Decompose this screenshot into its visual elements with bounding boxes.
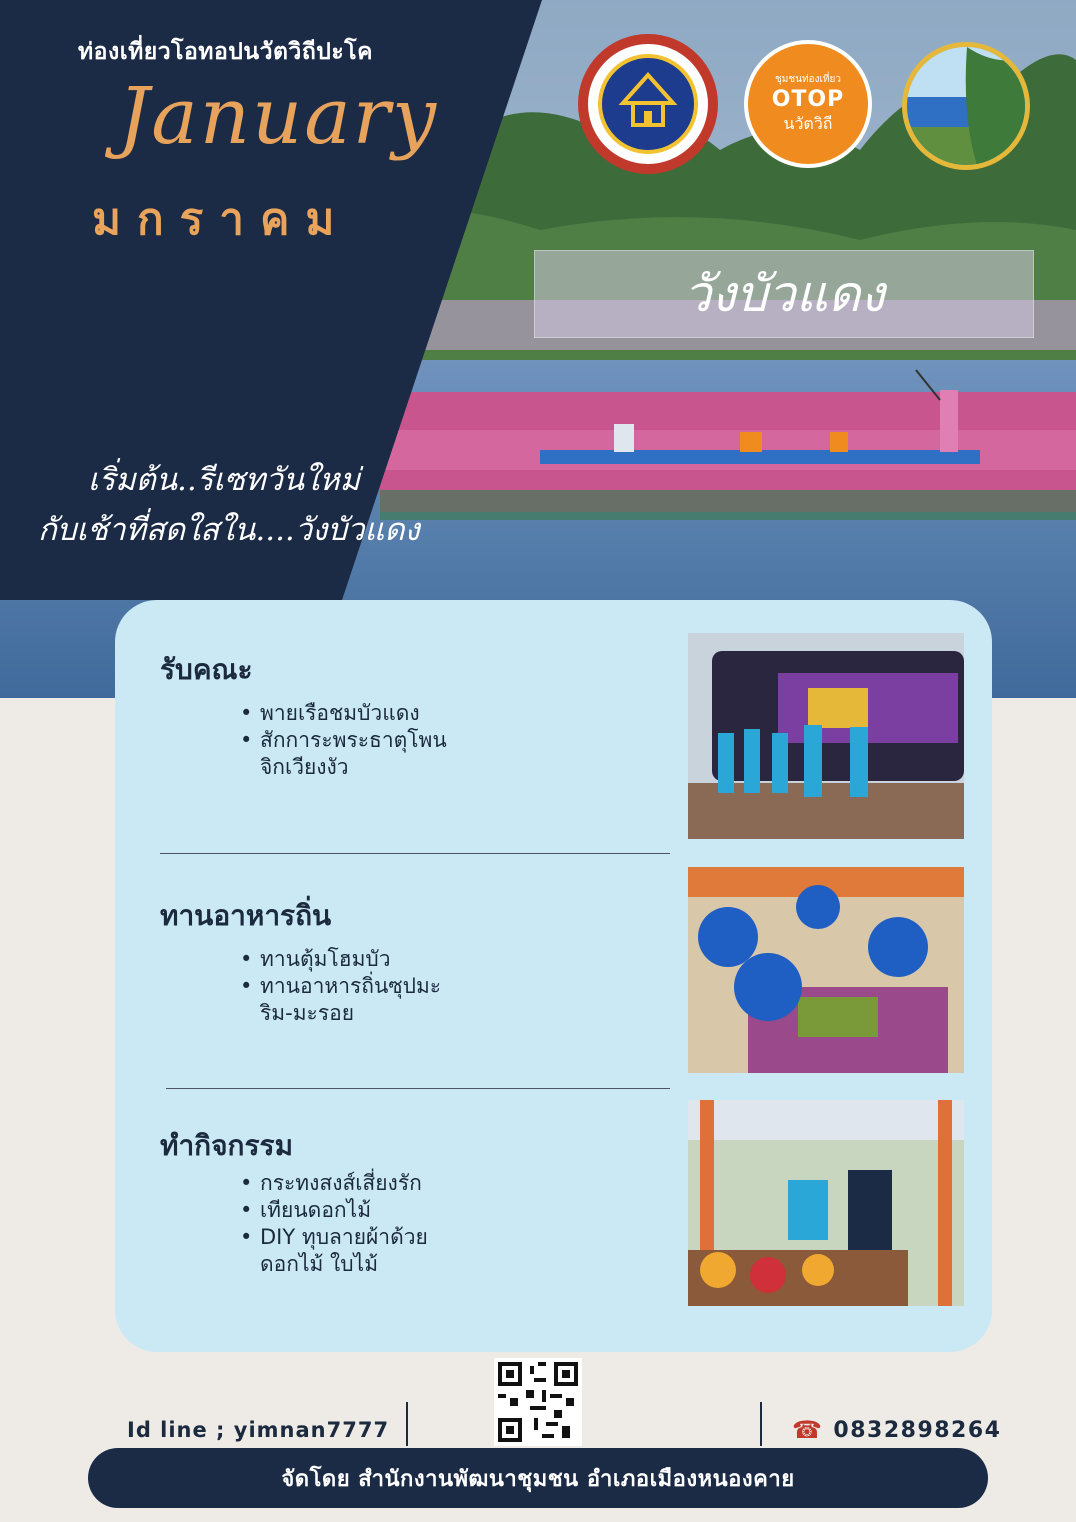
list-item: • พายเรือชมบัวแดง [240,700,447,727]
organizer-text: จัดโดย สำนักงานพัฒนาชุมชน อำเภอเมืองหนองคาย [281,1466,795,1492]
section-title-local-food: ทานอาหารถิ่น [160,899,332,932]
section-title-welcome: รับคณะ [160,653,253,686]
footer-separator [406,1402,408,1446]
slogan-line-2: กับเช้าที่สดใสใน....วังบัวแดง [38,512,420,548]
section-title-activities: ทำกิจกรรม [160,1129,294,1162]
list-item: • เทียนดอกไม้ [240,1197,428,1224]
list-item: • สักการะพระธาตุโพน จิกเวียงงัว [240,727,447,781]
otop-logo-sub-text: นวัตวิถี [783,113,833,133]
organizer-bar [88,1448,988,1508]
place-title-box [534,250,1034,338]
community-development-logo [578,34,718,174]
qr-code-icon [498,1362,578,1442]
landscape-logo [902,42,1030,170]
footer-separator [760,1402,762,1446]
activity-photo [688,1100,964,1306]
section-divider [160,853,670,854]
house-emblem-icon [613,69,683,139]
month-english: January [118,72,439,162]
month-thai: มกราคม [92,194,351,245]
line-id: Id line ; yimnan7777 [127,1418,390,1442]
community-development-emblem-icon [598,54,698,154]
place-title: วังบัวแดง [683,264,885,323]
list-item: • DIY ทุบลายผ้าด้วย ดอกไม้ ใบไม้ [240,1224,428,1278]
section-list-activities [240,1170,428,1278]
list-item: • ทานอาหารถิ่นซุปมะ ริม-มะรอย [240,973,441,1027]
otop-logo-small-text: ชุมชนท่องเที่ยว [775,73,841,85]
list-item: • ทานตุ้มโฮมบัว [240,946,441,973]
phone-number-text: 0832898264 [833,1417,1002,1443]
landscape-emblem-icon [907,47,1025,165]
telephone-icon: ☎ [792,1416,824,1444]
list-item: • กระทงสงส์เสี่ยงรัก [240,1170,428,1197]
section-list-welcome [240,700,447,781]
tour-bus-photo [688,633,964,839]
section-list-local-food [240,946,441,1027]
section-divider [166,1088,670,1089]
phone-number[interactable] [792,1416,1001,1444]
local-food-photo [688,867,964,1073]
hero-banner [0,0,1076,698]
otop-nawatwithi-logo [744,40,872,168]
otop-logo-text: OTOP [771,86,845,112]
qr-code[interactable] [494,1358,582,1446]
slogan-line-1: เริ่มต้น..รีเซทวันใหม่ [88,462,361,498]
tagline: ท่องเที่ยวโอทอปนวัตวิถีปะโค [78,39,373,65]
